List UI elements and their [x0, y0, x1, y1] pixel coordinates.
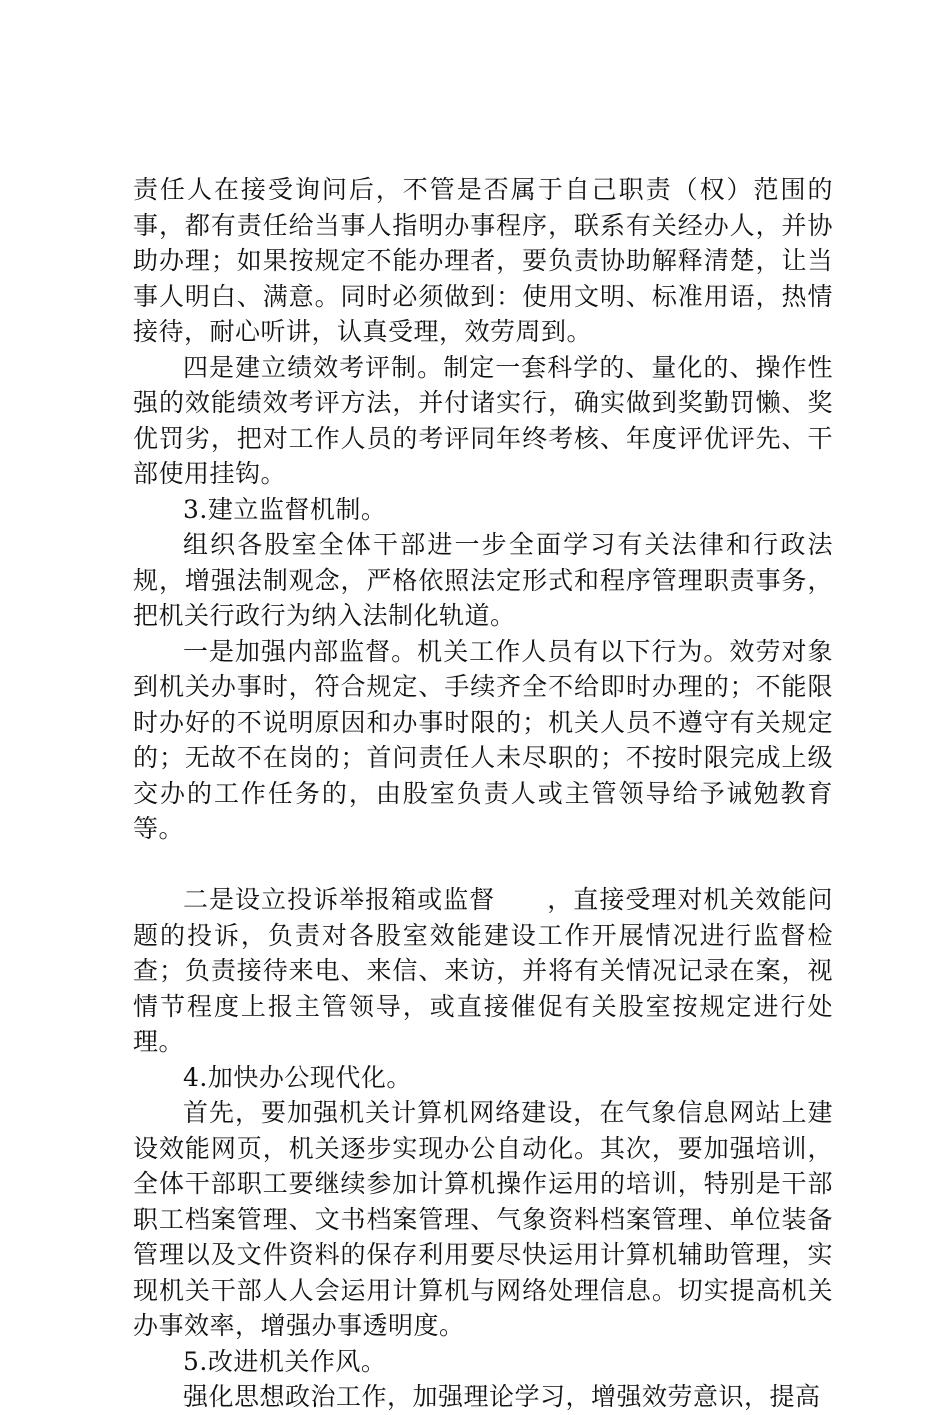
section-heading-supervision: 3.建立监督机制。	[183, 494, 387, 524]
paragraph-computer-network: 首先，要加强机关计算机网络建设，在气象信息网站上建设效能网页，机关逐步实现办公自动化。其次，要加强培训，全体干部职工要继续参加计算机操作运用的培训，特别是干部职工档案管理、文书档案管理、气象资料档案管理、单位装备管理以及文件资料的保存利用要尽快运用计算机辅助管理，实现机关干部人人会运用计算机与网络处理信息。切实提高机关办事效率，增强办事透明度。	[133, 1098, 833, 1340]
paragraph-continuation: 责任人在接受询问后，不管是否属于自己职责（权）范围的事，都有责任给当事人指明办事程序，联系有关经办人，并协助办理；如果按规定不能办理者，要负责协助解释清楚，让当事人明白、满意。同时必须做到：使用文明、标准用语，热情接待，耐心听讲，认真受理，效劳周到。	[133, 175, 833, 346]
paragraph-political-work: 强化思想政治工作，加强理论学习，增强效劳意识，提高	[183, 1382, 821, 1411]
paragraph-internal-supervision: 一是加强内部监督。机关工作人员有以下行为。效劳对象到机关办事时，符合规定、手续齐全不给即时办理的；不能限时办好的不说明原因和办事时限的；机关人员不遵守有关规定的；无故不在岗的；首问责任人未尽职的；不按时限完成上级交办的工作任务的，由股室负责人或主管领导给予诫勉教育等。	[133, 636, 833, 843]
blank-line	[133, 847, 833, 883]
paragraph-legal-study: 组织各股室全体干部进一步全面学习有关法律和行政法规，增强法制观念，严格依照法定形式和程序管理职责事务，把机关行政行为纳入法制化轨道。	[133, 530, 833, 630]
document-body	[133, 172, 833, 1415]
section-heading-office-modernization: 4.加快办公现代化。	[183, 1062, 412, 1092]
paragraph-performance-evaluation: 四是建立绩效考评制。制定一套科学的、量化的、操作性强的效能绩效考评方法，并付诸实行，确实做到奖勤罚懒、奖优罚劣，把对工作人员的考评同年终考核、年度评优评先、干部使用挂钩。	[133, 352, 833, 488]
paragraph-complaint-box: 二是设立投诉举报箱或监督 ，直接受理对机关效能问题的投诉，负责对各股室效能建设工作开展情况进行监督检查；负责接待来电、来信、来访，并将有关情况记录在案，视情节程度上报主管领导，或直接催促有关股室按规定进行处理。	[133, 885, 833, 1056]
section-heading-work-style: 5.改进机关作风。	[183, 1346, 387, 1376]
